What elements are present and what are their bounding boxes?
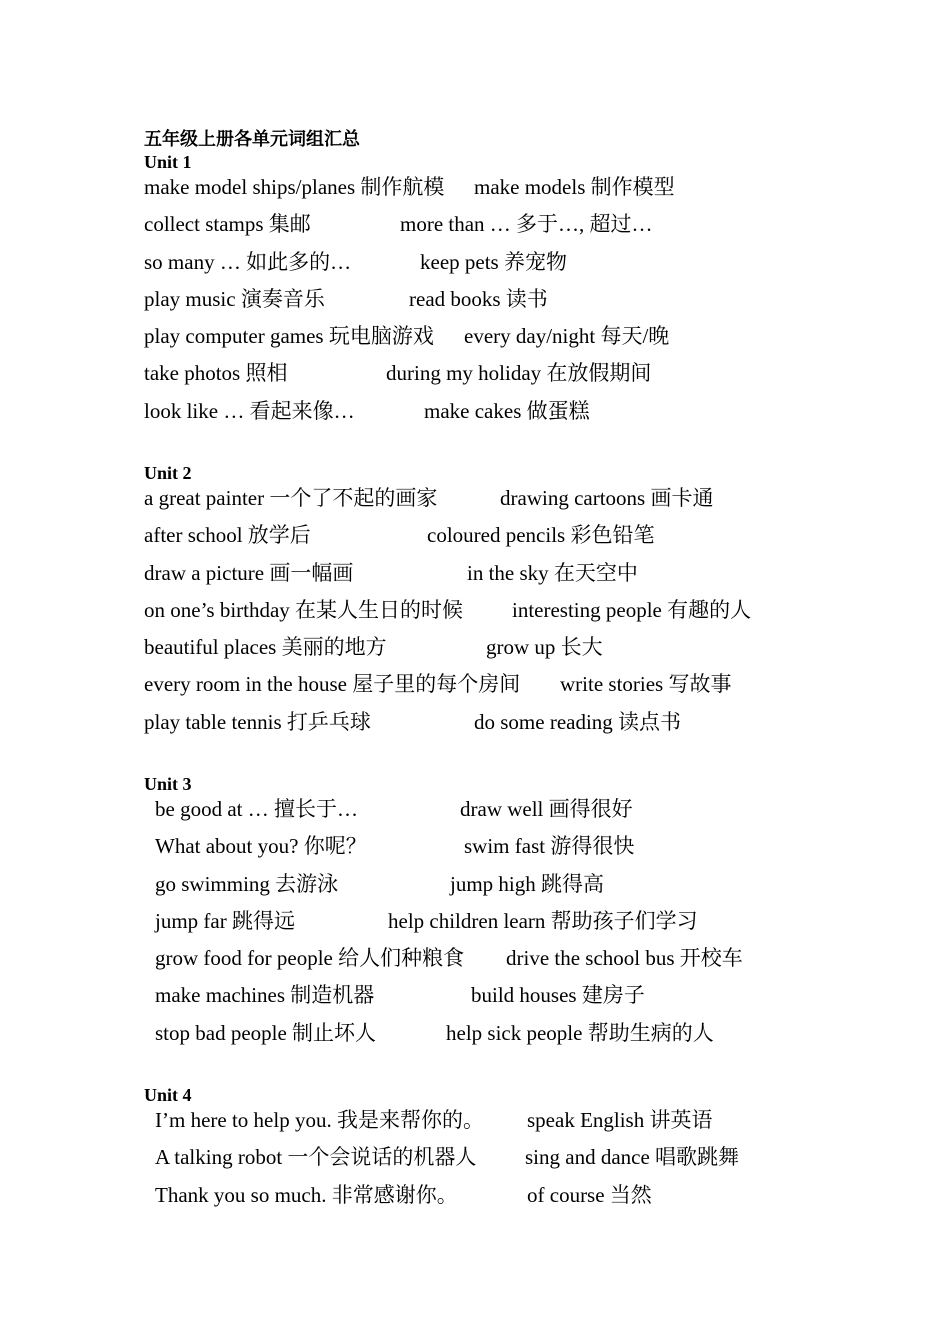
- phrase-row: [144, 398, 864, 435]
- phrase-row: [144, 286, 864, 323]
- phrase: stop bad people 制止坏人: [155, 1020, 377, 1045]
- phrase-row: [144, 249, 864, 286]
- phrase: be good at … 擅长于…: [155, 797, 358, 821]
- phrase-row: [144, 871, 864, 908]
- phrase: take photos 照相: [144, 361, 288, 386]
- phrase: drawing cartoons 画卡通: [500, 486, 714, 510]
- phrase-row: [144, 560, 864, 597]
- phrase-row: [144, 360, 864, 397]
- phrase: drive the school bus 开校车: [506, 946, 743, 971]
- phrase: I’m here to help you. 我是来帮你的。: [155, 1108, 484, 1132]
- phrase: keep pets 养宠物: [420, 249, 567, 274]
- phrase: coloured pencils 彩色铅笔: [427, 523, 655, 548]
- phrase: do some reading 读点书: [474, 709, 682, 734]
- phrase: in the sky 在天空中: [467, 560, 638, 585]
- phrase: sing and dance 唱歌跳舞: [525, 1145, 740, 1170]
- unit-heading: Unit 4: [144, 1085, 192, 1105]
- phrase-row: [144, 833, 864, 870]
- phrase: build houses 建房子: [471, 983, 645, 1008]
- phrase: a great painter 一个了不起的画家: [144, 486, 438, 510]
- phrase: look like … 看起来像…: [144, 398, 355, 423]
- phrase: Thank you so much. 非常感谢你。: [155, 1182, 458, 1207]
- phrase: so many … 如此多的…: [144, 249, 352, 274]
- phrase-row: [144, 908, 864, 945]
- phrase-row: [144, 709, 864, 746]
- phrase: make cakes 做蛋糕: [424, 398, 590, 423]
- phrase: more than … 多于…, 超过…: [400, 212, 653, 237]
- unit-4-section: [144, 1083, 864, 1219]
- phrase-row: [144, 945, 864, 982]
- phrase-row: [144, 323, 864, 360]
- phrase: A talking robot 一个会说话的机器人: [155, 1145, 477, 1170]
- phrase: help children learn 帮助孩子们学习: [388, 908, 698, 933]
- phrase-row: [144, 1182, 864, 1219]
- phrase: draw well 画得很好: [460, 797, 633, 821]
- phrase: of course 当然: [527, 1182, 652, 1207]
- phrase-row: [144, 597, 864, 634]
- document-title: 五年级上册各单元词组汇总: [144, 129, 360, 149]
- phrase-row: [144, 174, 864, 211]
- phrase-row: [144, 671, 864, 708]
- unit-3-section: [144, 772, 864, 1057]
- phrase-row: [144, 796, 864, 833]
- phrase: after school 放学后: [144, 523, 311, 548]
- unit-heading: Unit 1: [144, 152, 192, 172]
- phrase: play table tennis 打乒乓球: [144, 709, 371, 734]
- phrase: help sick people 帮助生病的人: [446, 1020, 714, 1045]
- phrase: beautiful places 美丽的地方: [144, 635, 387, 660]
- phrase: make models 制作模型: [474, 175, 675, 199]
- unit-2-section: [144, 461, 864, 746]
- phrase-row: [144, 1144, 864, 1181]
- phrase: play computer games 玩电脑游戏: [144, 324, 434, 349]
- phrase: make machines 制造机器: [155, 983, 375, 1008]
- unit-heading: Unit 2: [144, 463, 192, 483]
- phrase: every day/night 每天/晚: [464, 324, 670, 349]
- phrase: draw a picture 画一幅画: [144, 560, 354, 585]
- phrase: swim fast 游得很快: [464, 834, 635, 859]
- phrase: speak English 讲英语: [527, 1108, 713, 1132]
- phrase: go swimming 去游泳: [155, 871, 339, 896]
- phrase-row: [144, 522, 864, 559]
- phrase: on one’s birthday 在某人生日的时候: [144, 597, 464, 622]
- phrase-row: [144, 211, 864, 248]
- phrase-row: [144, 1020, 864, 1057]
- phrase: jump far 跳得远: [155, 908, 295, 933]
- phrase-row: [144, 982, 864, 1019]
- phrase: grow up 长大: [486, 635, 603, 660]
- unit-heading: Unit 3: [144, 774, 192, 794]
- unit-1-section: [144, 150, 864, 435]
- phrase-row: [144, 485, 864, 522]
- phrase: grow food for people 给人们种粮食: [155, 946, 465, 971]
- phrase: jump high 跳得高: [450, 871, 605, 896]
- phrase-row: [144, 1107, 864, 1144]
- phrase: during my holiday 在放假期间: [386, 361, 652, 386]
- phrase: interesting people 有趣的人: [512, 597, 752, 622]
- phrase: make model ships/planes 制作航模: [144, 175, 445, 199]
- phrase-row: [144, 634, 864, 671]
- phrase: write stories 写故事: [560, 672, 732, 697]
- phrase: play music 演奏音乐: [144, 286, 325, 311]
- phrase: read books 读书: [409, 286, 548, 311]
- phrase: What about you? 你呢？: [155, 834, 367, 859]
- phrase: collect stamps 集邮: [144, 212, 311, 237]
- phrase: every room in the house 屋子里的每个房间: [144, 672, 521, 697]
